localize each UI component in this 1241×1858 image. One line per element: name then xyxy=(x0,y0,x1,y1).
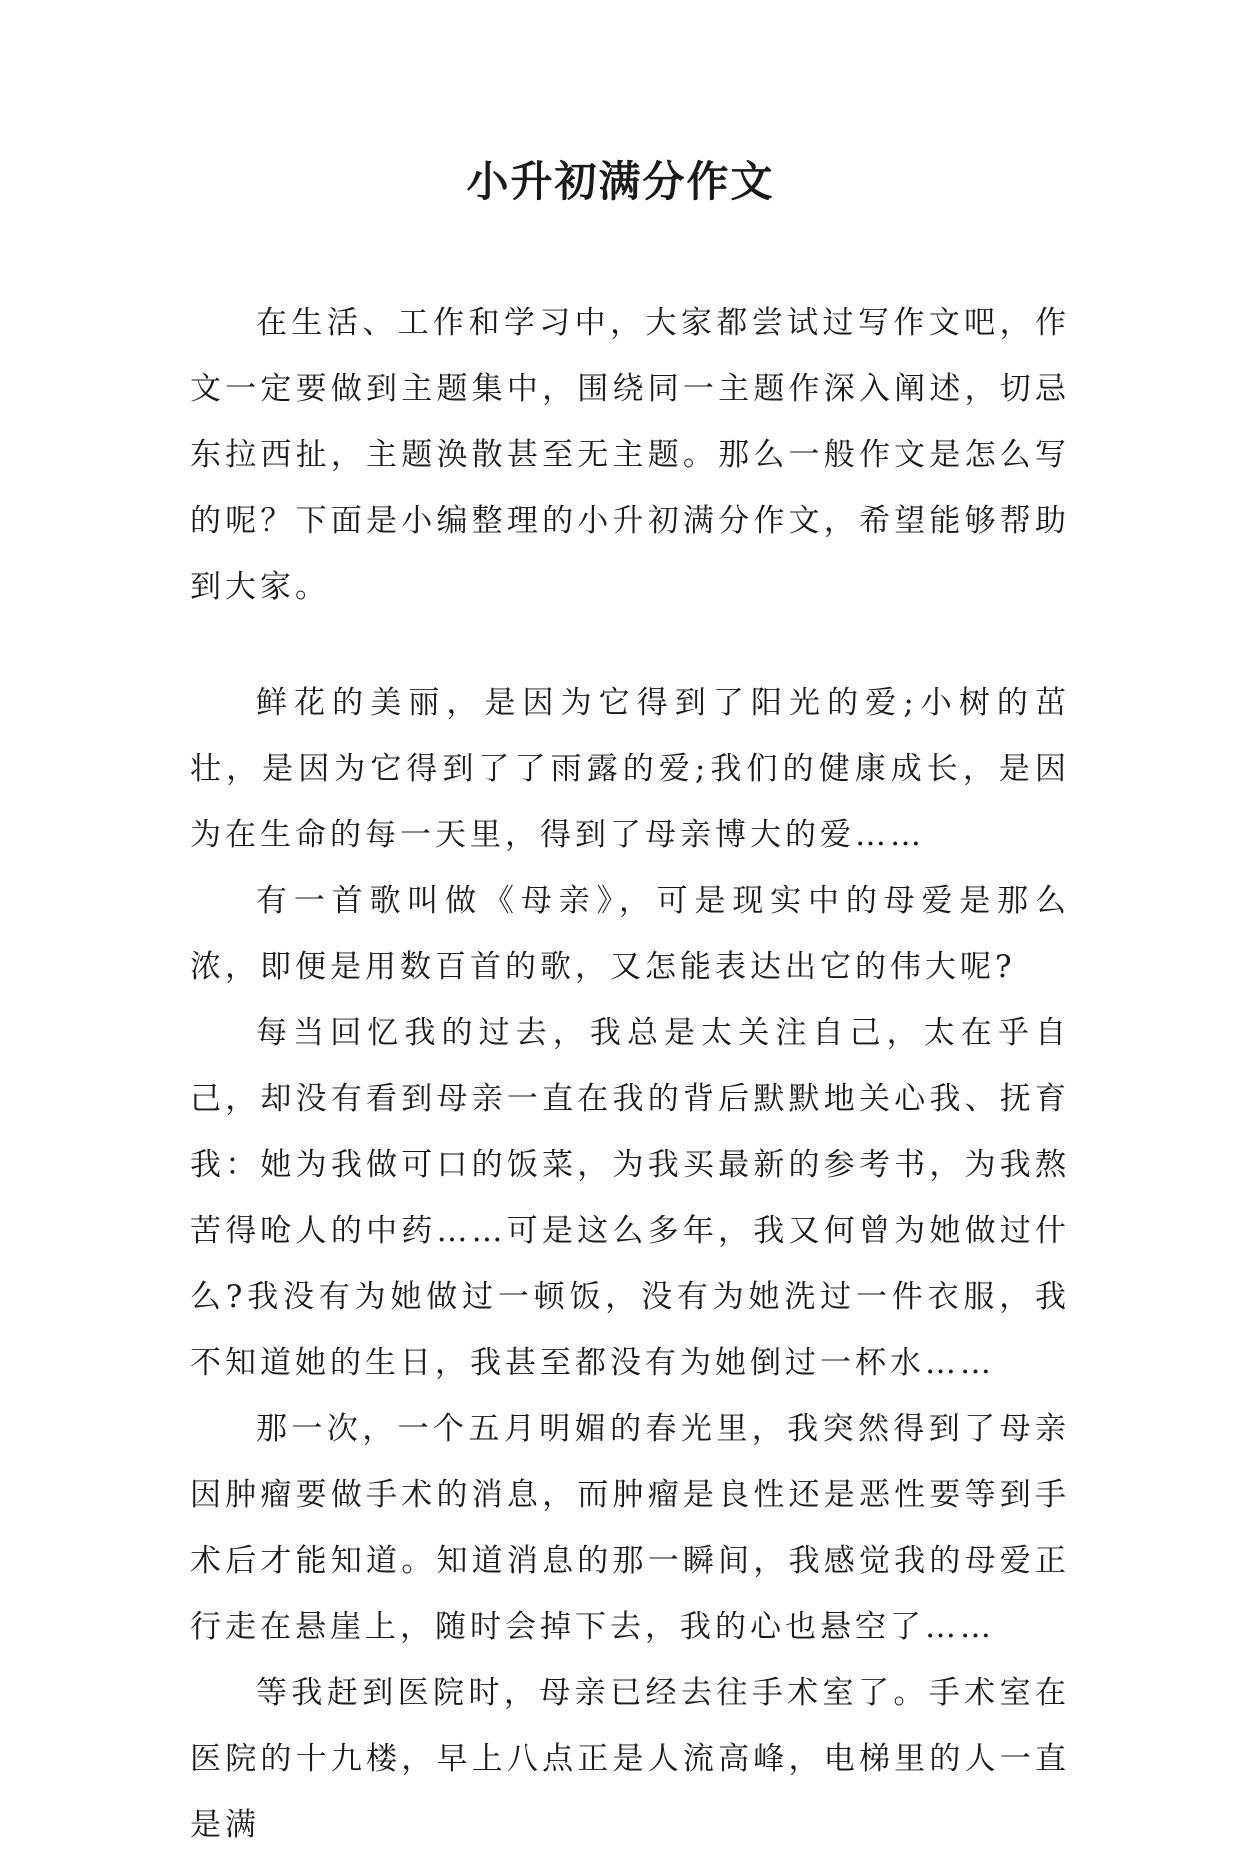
document-body xyxy=(190,290,1070,1858)
body-paragraph: 等我赶到医院时，母亲已经去往手术室了。手术室在医院的十九楼，早上八点正是人流高峰，电梯里的人一直是满 xyxy=(190,1675,1070,1843)
body-paragraph: 每当回忆我的过去，我总是太关注自己，太在乎自己，却没有看到母亲一直在我的背后默默地关心我、抚育我：她为我做可口的饭菜，为我买最新的参考书，为我熬苦得呛人的中药……可是这么多年，我又何曾为她做过什么?我没有为她做过一顿饭，没有为她洗过一件衣服，我不知道她的生日，我甚至都没有为她倒过一杯水…… xyxy=(190,1015,1070,1381)
body-paragraph: 鲜花的美丽，是因为它得到了阳光的爱;小树的茁壮，是因为它得到了了雨露的爱;我们的健康成长，是因为在生命的每一天里，得到了母亲博大的爱…… xyxy=(190,685,1070,853)
intro-paragraph: 在生活、工作和学习中，大家都尝试过写作文吧，作文一定要做到主题集中，围绕同一主题作深入阐述，切忌东拉西扯，主题涣散甚至无主题。那么一般作文是怎么写的呢？下面是小编整理的小升初满分作文，希望能够帮助到大家。 xyxy=(190,305,1070,605)
document-title: 小升初满分作文 xyxy=(466,157,775,206)
body-paragraph: 那一次，一个五月明媚的春光里，我突然得到了母亲因肿瘤要做手术的消息，而肿瘤是良性还是恶性要等到手术后才能知道。知道消息的那一瞬间，我感觉我的母爱正行走在悬崖上，随时会掉下去，我的心也悬空了…… xyxy=(190,1411,1070,1645)
body-paragraph: 有一首歌叫做《母亲》，可是现实中的母爱是那么浓，即便是用数百首的歌，又怎能表达出它的伟大呢? xyxy=(190,883,1070,985)
